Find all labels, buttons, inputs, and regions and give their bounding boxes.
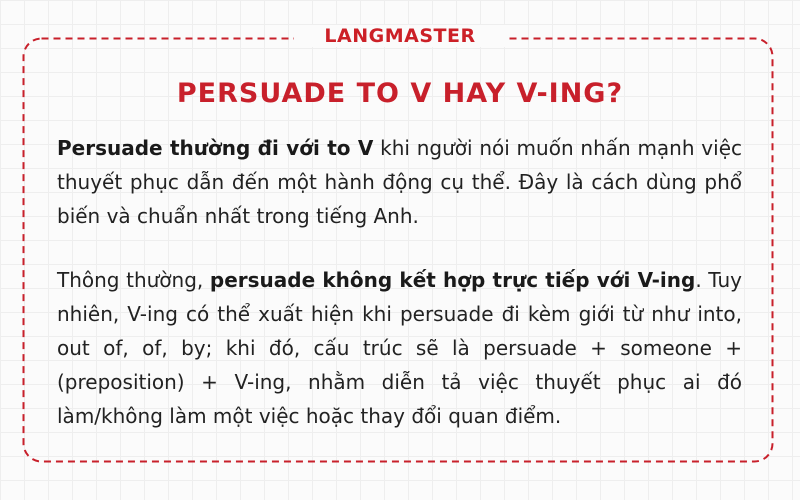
page-title: PERSUADE TO V HAY V-ING?	[176, 78, 624, 109]
paragraph-2-lead: Thông thường,	[57, 268, 210, 292]
paragraph-2	[57, 263, 742, 433]
paragraph-2-bold: persuade không kết hợp trực tiếp với V-ing	[209, 268, 696, 292]
paragraph-1	[57, 131, 742, 233]
paragraph-2-text: . Tuy nhiên, V-ing có thể xuất hiện khi persuade đi kèm giới từ như into, out of, of, by; khi đó, cấu trúc sẽ là persuade + someone + (preposition) + V-ing, nhằm diễn tả việc thuyết phục ai đó làm/không làm một việc hoặc thay đổi quan điểm.	[57, 268, 742, 428]
brand-name: LANGMASTER	[294, 25, 505, 47]
paragraph-1-bold: Persuade thường đi với to V	[57, 136, 374, 160]
paragraph-1-text: khi người nói muốn nhấn mạnh việc thuyết phục dẫn đến một hành động cụ thể. Đây là cách dùng phổ biến và chuẩn nhất trong tiếng Anh.	[57, 136, 742, 228]
brand-logo	[0, 25, 800, 47]
